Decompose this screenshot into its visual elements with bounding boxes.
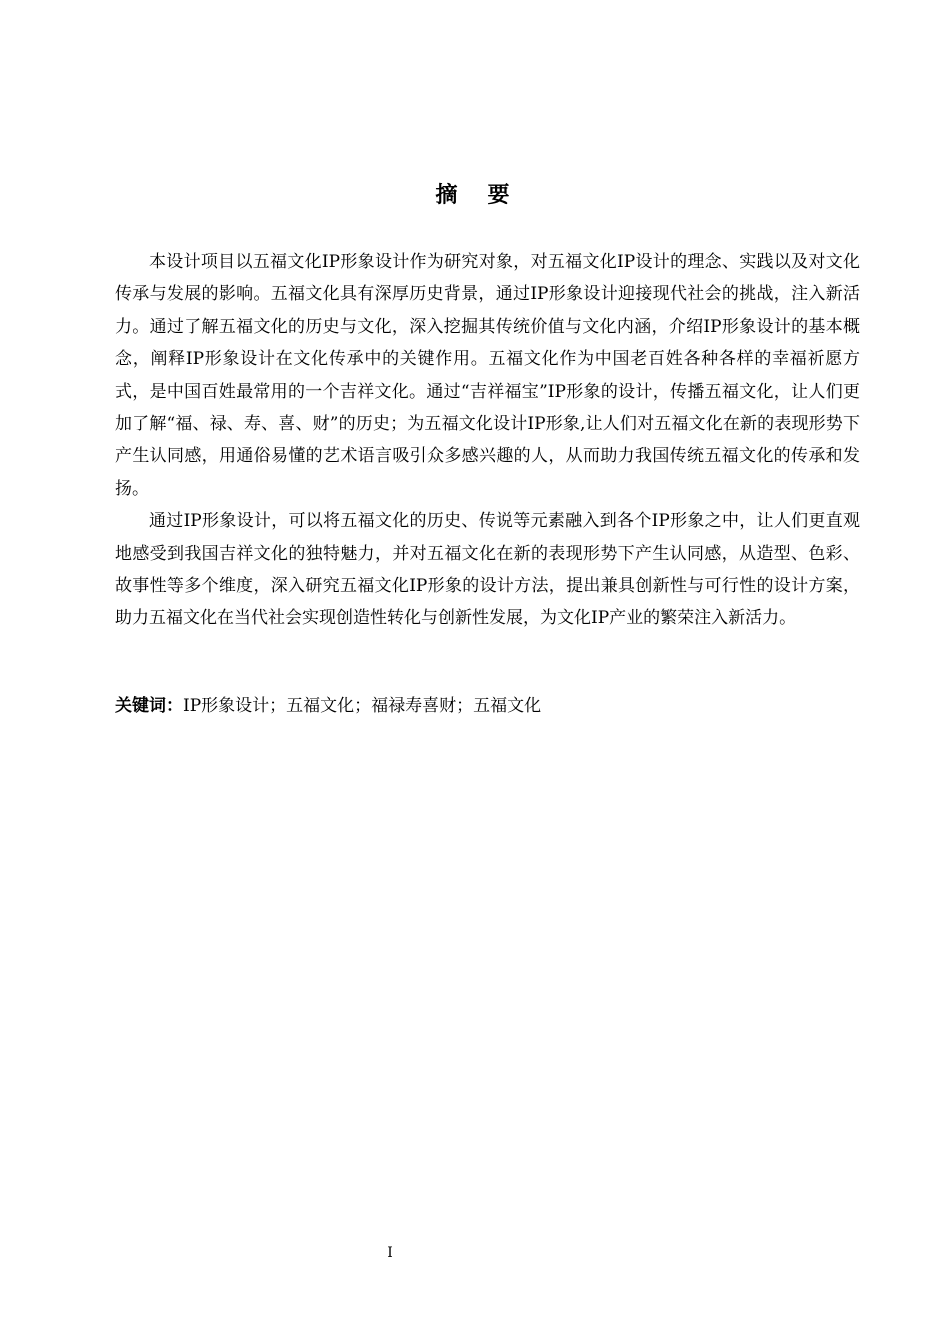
abstract-paragraph: 本设计项目以五福文化IP形象设计作为研究对象，对五福文化IP设计的理念、实践以及对文化传承与发展的影响。五福文化具有深厚历史背景，通过IP形象设计迎接现代社会的挑战，注入新活力。通过了解五福文化的历史与文化，深入挖掘其传统价值与文化内涵，介绍IP形象设计的基本概念，阐释IP形象设计在文化传承中的关键作用。五福文化作为中国老百姓各种各样的幸福祈愿方式，是中国百姓最常用的一个吉祥文化。通过“吉祥福宝”IP形象的设计，传播五福文化，让人们更加了解“福、禄、寿、喜、财”的历史；为五福文化设计IP形象,让人们对五福文化在新的表现形势下产生认同感，用通俗易懂的艺术语言吸引众多感兴趣的人，从而助力我国传统五福文化的传承和发扬。 (115, 252, 860, 499)
abstract-paragraph: 通过IP形象设计，可以将五福文化的历史、传说等元素融入到各个IP形象之中，让人们更直观地感受到我国吉祥文化的独特魅力，并对五福文化在新的表现形势下产生认同感，从造型、色彩、故事性等多个维度，深入研究五福文化IP形象的设计方法，提出兼具创新性与可行性的设计方案，助力五福文化在当代社会实现创造性转化与创新性发展，为文化IP产业的繁荣注入新活力。 (115, 511, 860, 629)
keywords-label: 关键词： (115, 696, 183, 716)
page-number: I (387, 1245, 393, 1261)
abstract-body (115, 246, 860, 635)
keywords-line (115, 691, 860, 721)
abstract-title: 摘要 (435, 182, 540, 208)
keywords-text: IP形象设计；五福文化；福禄寿喜财；五福文化 (183, 696, 542, 716)
